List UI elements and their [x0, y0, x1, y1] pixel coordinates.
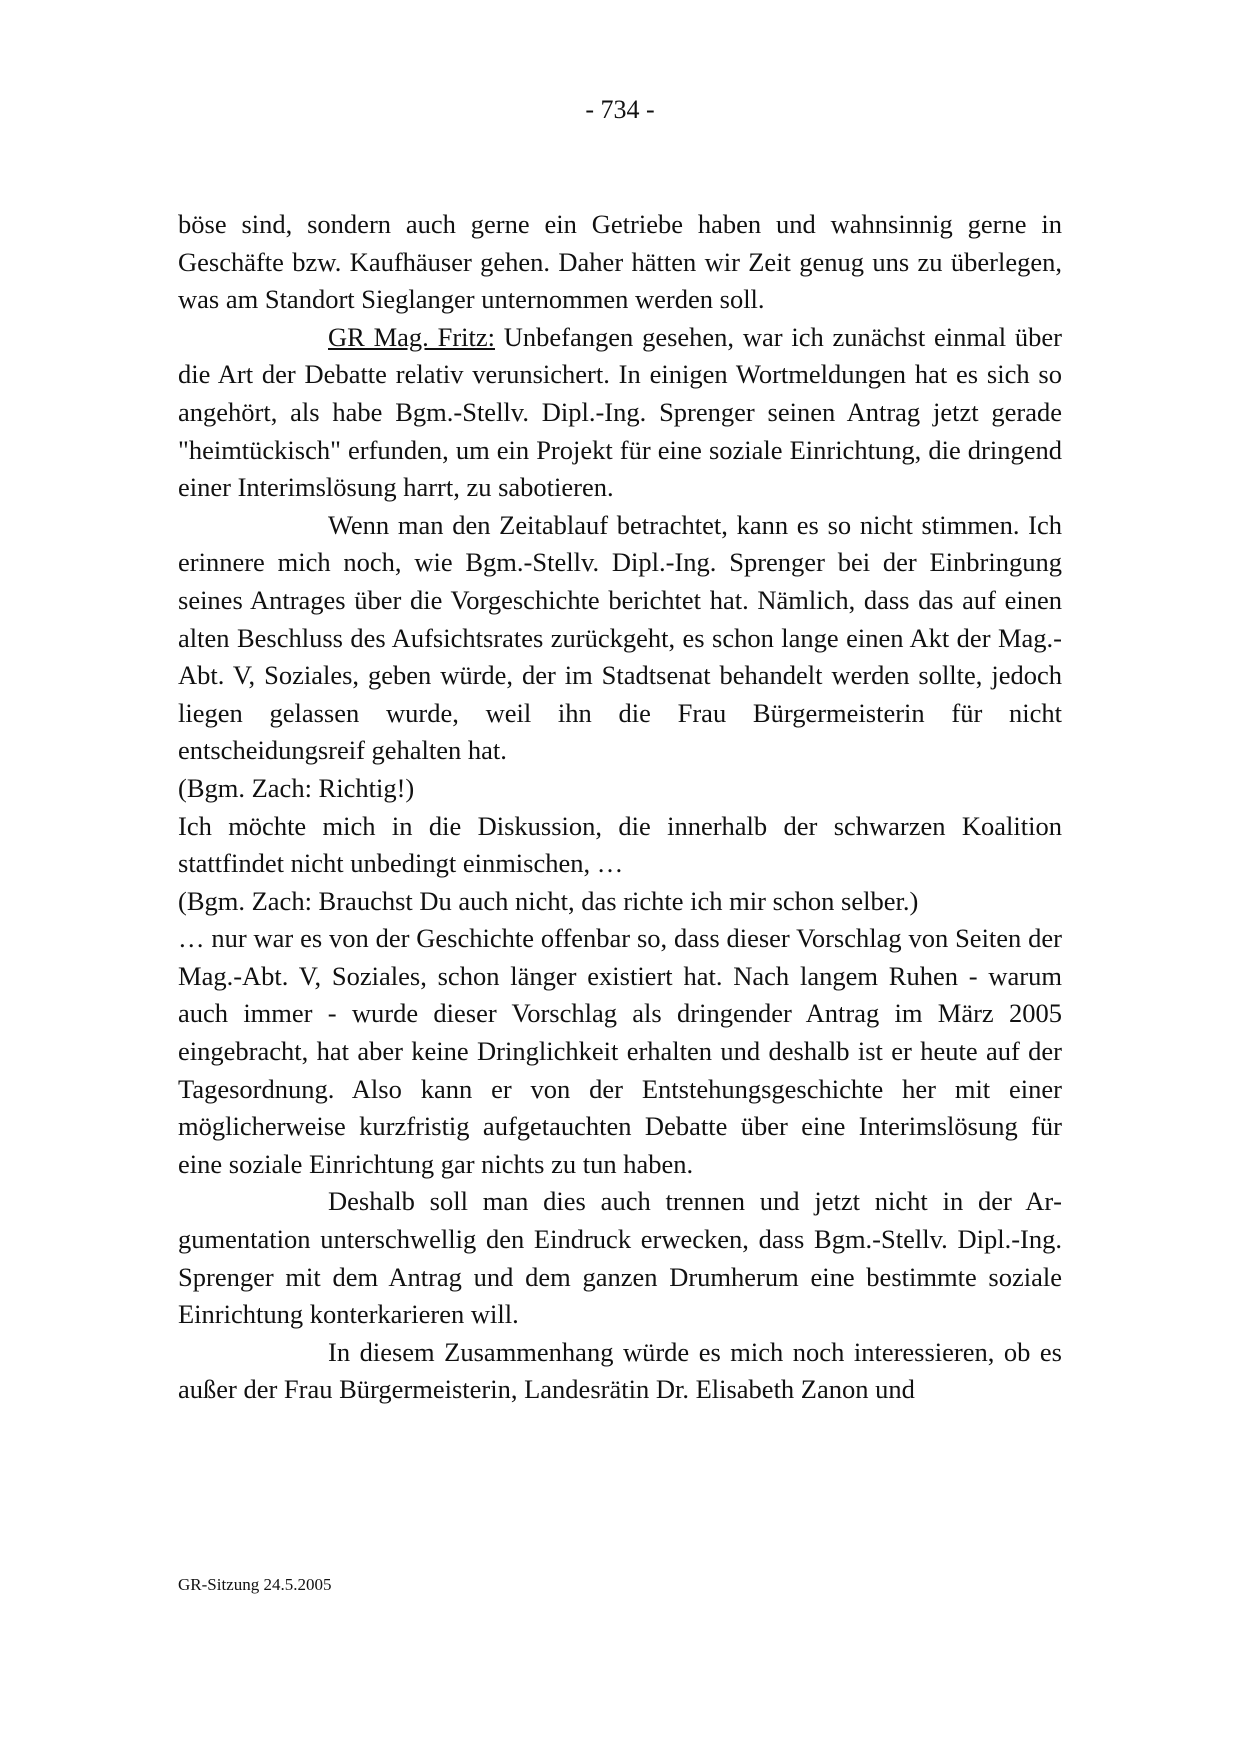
document-body	[178, 206, 1062, 1409]
paragraph-2-text: Unbefangen gesehen, war ich zunächst einmal über die Art der Debatte relativ verunsichert. In einigen Wortmeldungen hat es sich so angehört, als habe Bgm.-Stellv. Dipl.-Ing. Sprenger seinen Antrag jetzt gerade "heimtückisch" erfunden, um ein Projekt für eine soziale Einrichtung, die dringend einer Interimslösung harrt, zu sabotieren.	[178, 321, 1062, 503]
paragraph-5: Ich möchte mich in die Diskussion, die innerhalb der schwarzen Koalition stattfindet nicht unbedingt einmischen, …	[178, 810, 1062, 879]
interjection-2: (Bgm. Zach: Brauchst Du auch nicht, das richte ich mir schon selber.)	[178, 885, 919, 916]
paragraph-2	[178, 319, 1062, 507]
paragraph-7: … nur war es von der Geschichte offenbar so, dass dieser Vorschlag von Seiten der Mag.-Abt. V, Soziales, schon länger existiert hat. Nach langem Ruhen - warum auch immer - wurde dieser Vorschlag als dringender Antrag im März 2005 eingebracht, hat aber keine Dringlichkeit erhalten und deshalb ist er heute auf der Tagesordnung. Also kann er von der Entstehungsgeschichte her mit einer möglicherweise kurzfristig aufgetauchten Debatte über eine Interimslösung für eine soziale Einrichtung gar nichts zu tun haben.	[178, 923, 1062, 1179]
paragraph-8: Deshalb soll man dies auch trennen und jetzt nicht in der Argumentation unterschwellig den Eindruck erwecken, dass Bgm.-Stellv. Dipl.-Ing. Sprenger mit dem Antrag und dem ganzen Drumherum eine bestimmte soziale Einrichtung konterkarieren will.	[178, 1186, 1062, 1330]
paragraph-3: Wenn man den Zeitablauf betrachtet, kann es so nicht stimmen. Ich erinnere mich noch, wie Bgm.-Stellv. Dipl.-Ing. Sprenger bei der Einbringung seines Antrages über die Vorgeschichte berichtet hat. Nämlich, dass das auf einen alten Beschluss des Aufsichtsrates zurückgeht, es schon lange einen Akt der Mag.-Abt. V, Soziales, geben würde, der im Stadtsenat behandelt werden sollte, jedoch liegen gelassen wurde, weil ihn die Frau Bürgermeisterin für nicht entscheidungsreif gehalten hat.	[178, 509, 1062, 766]
page-number: - 734 -	[585, 95, 655, 124]
paragraph-9: In diesem Zusammenhang würde es mich noch interessieren, ob es außer der Frau Bürgermeisterin, Landesrätin Dr. Elisabeth Zanon und	[178, 1336, 1062, 1405]
interjection-1: (Bgm. Zach: Richtig!)	[178, 772, 415, 803]
footer-session-date: GR-Sitzung 24.5.2005	[178, 1575, 332, 1594]
speaker-name: GR Mag. Fritz:	[328, 321, 495, 352]
paragraph-1: böse sind, sondern auch gerne ein Getriebe haben und wahnsinnig gerne in Geschäfte bzw. Kaufhäuser gehen. Daher hätten wir Zeit genug uns zu überlegen, was am Standort Sieglanger unternommen werden soll.	[178, 209, 1062, 315]
